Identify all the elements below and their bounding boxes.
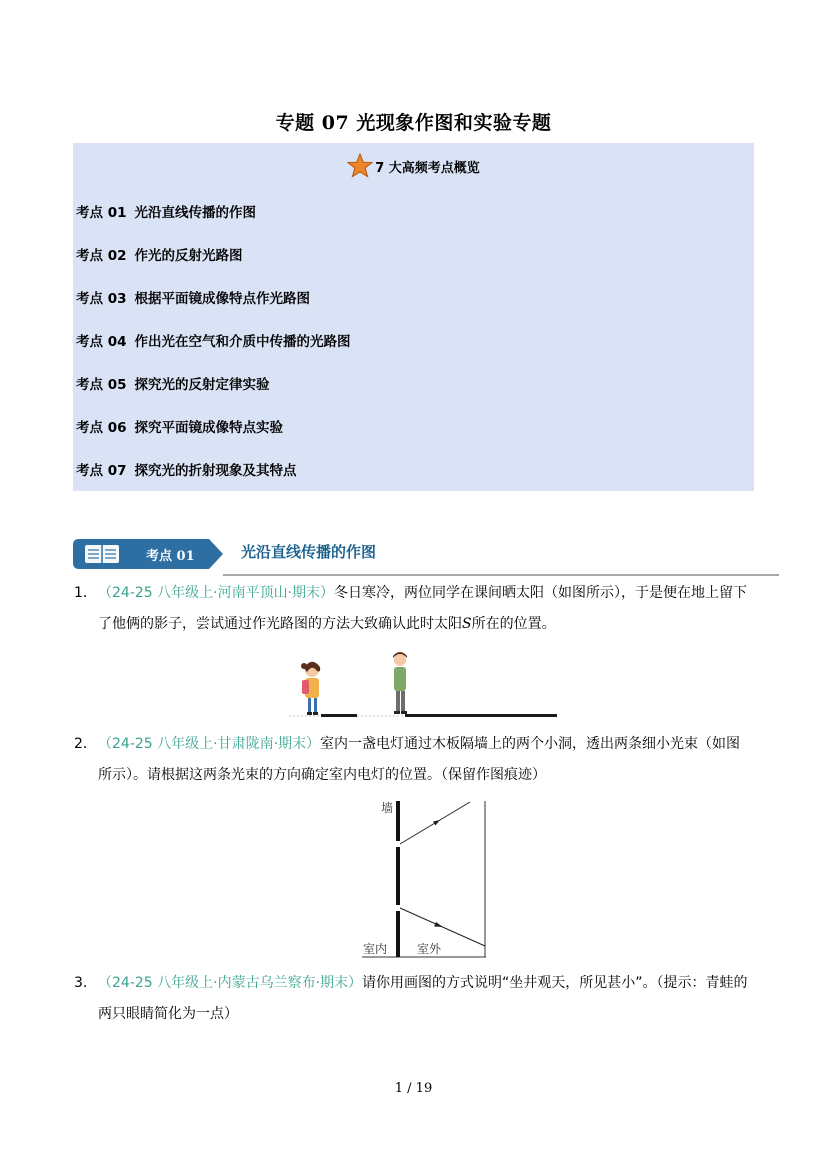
question-2-figure (360, 796, 490, 961)
question-1 (74, 578, 754, 640)
overview-item: 考点 03 根据平面镜成像特点作光路图 (76, 291, 310, 307)
inside-label: 室内 (363, 942, 388, 956)
question-1-figure (287, 648, 562, 722)
question-source: （24-25 八年级上·甘肃陇南·期末） (98, 736, 321, 752)
page-title: 专题 07 光现象作图和实验专题 (275, 112, 552, 134)
overview-heading (73, 153, 754, 179)
overview-item: 考点 06 探究平面镜成像特点实验 (76, 420, 283, 436)
section-underline (223, 574, 779, 576)
question-text-end: 所在的位置。 (471, 616, 556, 632)
question-source: （24-25 八年级上·内蒙古乌兰察布·期末） (98, 975, 363, 991)
question-number: 1． (74, 585, 97, 601)
overview-item: 考点 02 作光的反射光路图 (76, 248, 243, 264)
overview-item: 考点 07 探究光的折射现象及其特点 (76, 463, 297, 479)
sun-symbol: S (462, 616, 472, 632)
overview-item: 考点 01 光沿直线传播的作图 (76, 205, 256, 221)
light-beam-lower (400, 908, 485, 946)
girl-figure (301, 662, 320, 715)
question-number: 3． (74, 975, 97, 991)
section-header (73, 534, 779, 574)
question-text: 请你用画图的方式说明“坐井观天，所见甚小”。（提示：青蛙的两只眼睛简化为一点） (98, 975, 748, 1022)
question-text: 室内一盏电灯通过木板隔墙上的两个小洞，透出两条细小光束（如图所示）。请根据这两条光束的方向确定室内电灯的位置。（保留作图痕迹） (98, 736, 741, 783)
outside-label: 室外 (417, 942, 442, 956)
overview-box (73, 143, 754, 491)
section-tab-label: 考点 01 (146, 549, 195, 564)
arrow-icon (433, 820, 440, 826)
question-2 (74, 729, 754, 791)
overview-item: 考点 04 作出光在空气和介质中传播的光路图 (76, 334, 351, 350)
wall-segment-middle (396, 847, 400, 905)
page-number: 1 / 19 (394, 1081, 433, 1096)
question-3 (74, 968, 754, 1030)
arrow-icon (434, 922, 443, 927)
question-text: 冬日寒冷，两位同学在课间晒太阳（如图所示），于是便在地上留下了他俩的影子，尝试通过作光路图的方法大致确认此时太阳 (98, 585, 748, 632)
overview-item: 考点 05 探究光的反射定律实验 (76, 377, 270, 393)
question-number: 2． (74, 736, 97, 752)
wall-label: 墙 (381, 801, 394, 815)
overview-heading-text: 7 大高频考点概览 (375, 160, 480, 176)
boy-figure (393, 652, 407, 714)
section-title: 光沿直线传播的作图 (241, 543, 377, 561)
wall-segment-bottom (396, 911, 400, 957)
star-icon (347, 153, 373, 179)
wall-segment-top (396, 801, 400, 841)
question-source: （24-25 八年级上·河南平顶山·期末） (98, 585, 335, 601)
